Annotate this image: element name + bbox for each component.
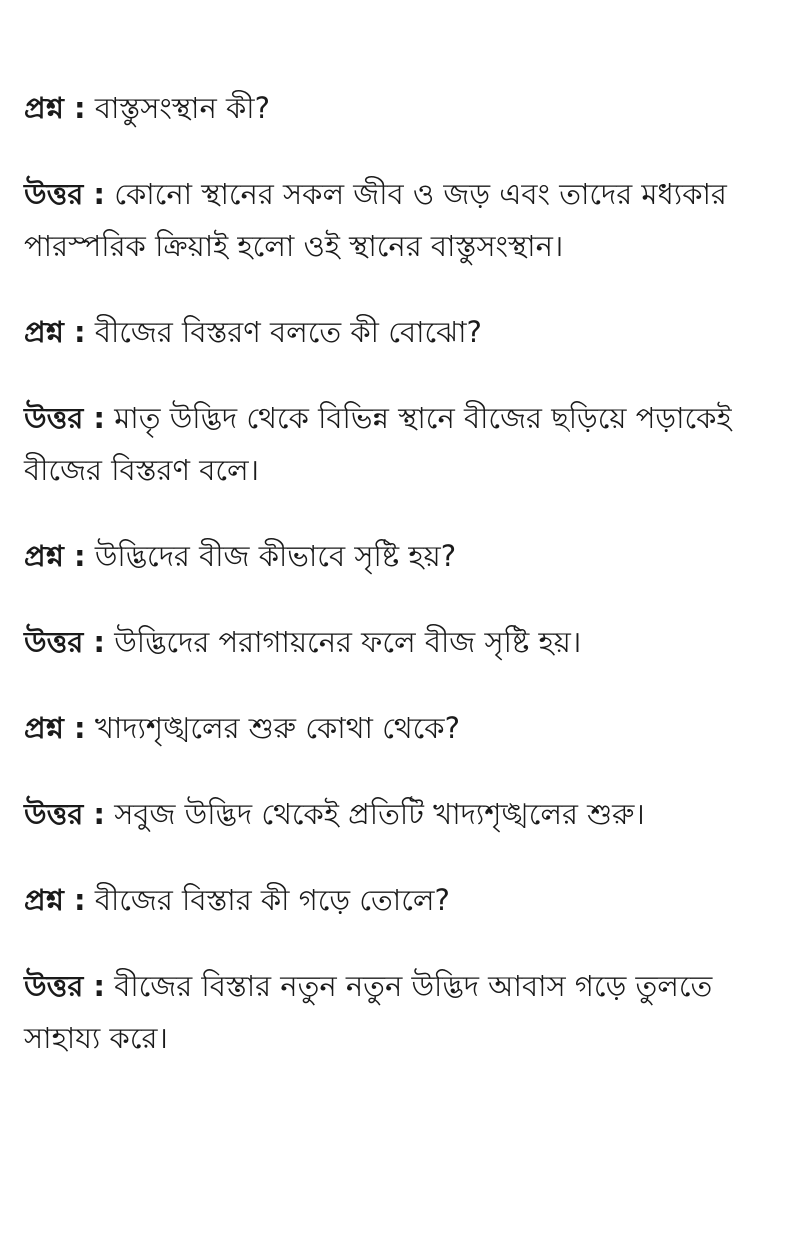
answer-4 bbox=[24, 788, 776, 840]
question-text: বীজের বিস্তরণ বলতে কী বোঝো? bbox=[94, 315, 482, 349]
question-text: উদ্ভিদের বীজ কীভাবে সৃষ্টি হয়? bbox=[94, 539, 457, 573]
question-label: প্রশ্ন : bbox=[24, 711, 86, 745]
answer-label: উত্তর : bbox=[24, 969, 105, 1003]
answer-label: উত্তর : bbox=[24, 797, 105, 831]
answer-2 bbox=[24, 392, 776, 496]
answer-label: উত্তর : bbox=[24, 177, 105, 211]
answer-text: সবুজ উদ্ভিদ থেকেই প্রতিটি খাদ্যশৃঙ্খলের শুরু। bbox=[114, 797, 645, 831]
answer-text: কোনো স্থানের সকল জীব ও জড় এবং তাদের মধ্যকার পারস্পরিক ক্রিয়াই হলো ওই স্থানের বাস্তুসংস্থান। bbox=[24, 177, 727, 263]
answer-5 bbox=[24, 960, 776, 1064]
question-text: খাদ্যশৃঙ্খলের শুরু কোথা থেকে? bbox=[94, 711, 460, 745]
question-1 bbox=[24, 82, 776, 134]
answer-3 bbox=[24, 616, 776, 668]
question-text: বাস্তুসংস্থান কী? bbox=[94, 91, 270, 125]
qa-document bbox=[24, 82, 776, 1098]
question-text: বীজের বিস্তার কী গড়ে তোলে? bbox=[94, 883, 450, 917]
answer-label: উত্তর : bbox=[24, 625, 105, 659]
answer-text: বীজের বিস্তার নতুন নতুন উদ্ভিদ আবাস গড়ে তুলতে সাহায্য করে। bbox=[24, 969, 713, 1055]
question-3 bbox=[24, 530, 776, 582]
question-label: প্রশ্ন : bbox=[24, 315, 86, 349]
answer-text: উদ্ভিদের পরাগায়নের ফলে বীজ সৃষ্টি হয়। bbox=[114, 625, 582, 659]
question-label: প্রশ্ন : bbox=[24, 539, 86, 573]
question-2 bbox=[24, 306, 776, 358]
question-5 bbox=[24, 874, 776, 926]
answer-text: মাতৃ উদ্ভিদ থেকে বিভিন্ন স্থানে বীজের ছড়িয়ে পড়াকেই বীজের বিস্তরণ বলে। bbox=[24, 401, 732, 487]
question-label: প্রশ্ন : bbox=[24, 883, 86, 917]
answer-label: উত্তর : bbox=[24, 401, 105, 435]
question-4 bbox=[24, 702, 776, 754]
answer-1 bbox=[24, 168, 776, 272]
question-label: প্রশ্ন : bbox=[24, 91, 86, 125]
